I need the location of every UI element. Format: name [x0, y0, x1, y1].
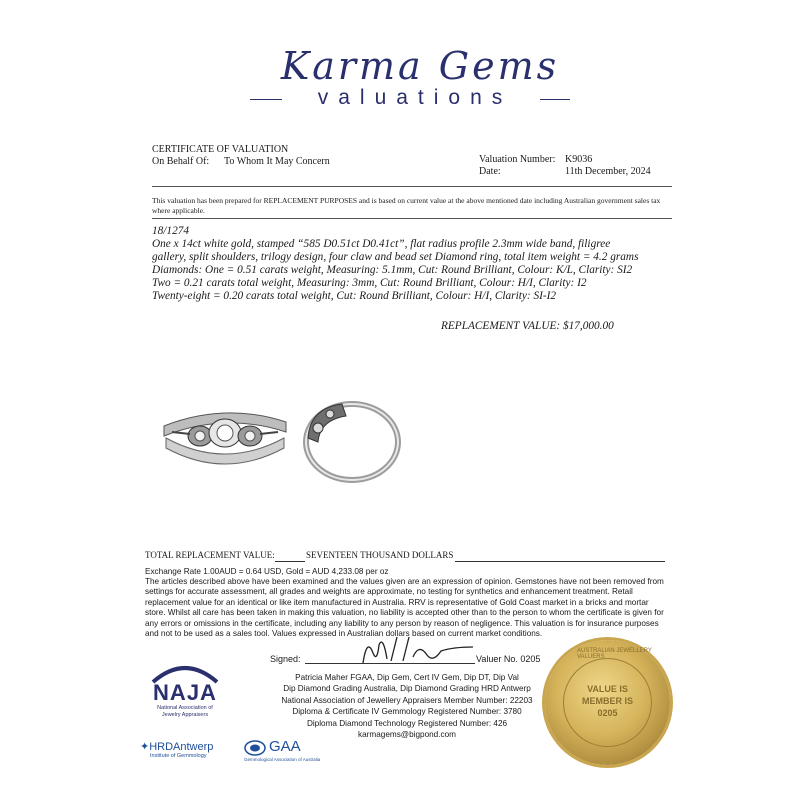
- company-logo: [250, 38, 570, 113]
- total-line-left: [275, 561, 305, 562]
- gaa-logo: [244, 738, 339, 764]
- signature-image: [357, 633, 477, 667]
- description-line: Twenty-eight = 0.20 carats total weight, Cut: Round Brilliant, Colour: H/I, Clarity: SI-I2: [152, 290, 557, 302]
- total-value: SEVENTEEN THOUSAND DOLLARS: [306, 550, 454, 560]
- logo-subtitle: valuations: [317, 86, 513, 109]
- certificate-title: CERTIFICATE OF VALUATION: [152, 144, 289, 155]
- total-label: TOTAL REPLACEMENT VALUE:: [145, 550, 275, 560]
- qualification-line: Diploma Diamond Technology Registered Number: 426: [306, 718, 508, 728]
- logo-right-rule: [540, 99, 570, 100]
- exchange-rate: Exchange Rate 1.00AUD = 0.64 USD, Gold = AUD 4,233.08 per oz: [145, 567, 389, 576]
- naja-text: NAJA: [153, 680, 217, 705]
- seal-line: 0205: [597, 708, 618, 718]
- qualification-line: National Association of Jewellery Appraisers Member Number: 22203: [281, 695, 533, 705]
- ring-front-image: [160, 398, 290, 478]
- seal-ring-text: AUSTRALIAN JEWELLERY VALUERS: [577, 648, 652, 660]
- behalf-label: On Behalf Of:: [152, 156, 210, 167]
- logo-left-rule: [250, 99, 282, 100]
- naja-logo: [145, 660, 225, 722]
- contact-email: karmagems@bigpond.com: [358, 730, 456, 740]
- date-value: 11th December, 2024: [565, 166, 651, 177]
- hrd-star-icon: ✦: [140, 741, 150, 753]
- valuation-number-value: K9036: [565, 154, 593, 165]
- replacement-value: REPLACEMENT VALUE: $17,000.00: [441, 320, 614, 332]
- signed-label: Signed:: [270, 654, 301, 664]
- valuer-qualifications: [262, 672, 552, 740]
- description-line: Two = 0.21 carats total weight, Measuring: 3mm, Cut: Round Brilliant, Colour: H/I, Clarity: I2: [152, 277, 587, 289]
- valuation-number-label: Valuation Number:: [479, 154, 556, 165]
- gaa-gem-icon: [244, 740, 266, 756]
- logo-script-text: Karma Gems: [280, 44, 560, 88]
- description-line: One x 14ct white gold, stamped “585 D0.51ct D0.41ct”, flat radius profile 2.3mm wide band, filigree: [152, 238, 611, 250]
- gaa-subtitle: Gemmological Association of Australia: [244, 757, 321, 762]
- seal-line: MEMBER IS: [581, 696, 633, 706]
- hrd-text: [140, 740, 235, 753]
- gaa-text: GAA: [269, 738, 301, 755]
- purpose-note: This valuation has been prepared for REPLACEMENT PURPOSES and is based on current value at the above mentioned date including Australian government sales tax where applicable.: [152, 196, 661, 215]
- total-line-right: [455, 561, 665, 562]
- purpose-divider: [152, 218, 672, 219]
- behalf-value: To Whom It May Concern: [224, 156, 330, 167]
- valuer-number: Valuer No. 0205: [476, 654, 541, 664]
- qualification-line: Patricia Maher FGAA, Dip Gem, Cert IV Gem, Dip DT, Dip Val: [295, 673, 519, 682]
- qualification-line: Dip Diamond Grading Australia, Dip Diamond Grading HRD Antwerp: [283, 684, 531, 694]
- hrd-logo: [140, 740, 235, 764]
- naja-subtitle: [145, 705, 225, 719]
- item-ref: 18/1274: [152, 225, 190, 237]
- description-line: Diamonds: One = 0.51 carats weight, Measuring: 5.1mm, Cut: Round Brilliant, Colour: K/L, Clarity: SI2: [152, 264, 633, 276]
- item-description: [152, 225, 672, 303]
- disclaimer-text: The articles described above have been examined and the values given are an expression of opinion. Gemstones have not been removed from settings for accurate assessment, all grades and weights are approximate, no testing for synthetics and enhancement treatment. Retail replacement value for an identical or like item manufactured in Australia. RRV is representative of Gold Coast market in a bricks and mortar store. Whilst all care has been taken in making this valuation, no liability is accepted other than to the person to whom the certificate is given for any errors or omissions in the certificate, including any liability to any person by reason of negligence. This valuation is for insurance purposes and not to be used as a sales tool. Values expressed in Australian dollars based on current market conditions.: [145, 577, 664, 639]
- hrd-label: HRDAntwerp: [149, 741, 214, 753]
- date-label: Date:: [479, 166, 501, 177]
- hrd-subtitle: Institute of Gemmology: [150, 753, 207, 759]
- ring-side-image: [296, 398, 402, 484]
- description-line: gallery, split shoulders, trilogy design, four claw and bead set Diamond ring, total item weight = 4.2 grams: [152, 251, 639, 263]
- gold-seal: [545, 640, 670, 765]
- qualification-line: Diploma & Certificate IV Gemmology Registered Number: 3780: [292, 707, 522, 717]
- seal-line: VALUE IS: [587, 684, 628, 694]
- naja-subtitle-line: Jewelry Appraisers: [161, 712, 209, 718]
- header-divider: [152, 186, 672, 187]
- naja-subtitle-line: National Association of: [157, 705, 213, 711]
